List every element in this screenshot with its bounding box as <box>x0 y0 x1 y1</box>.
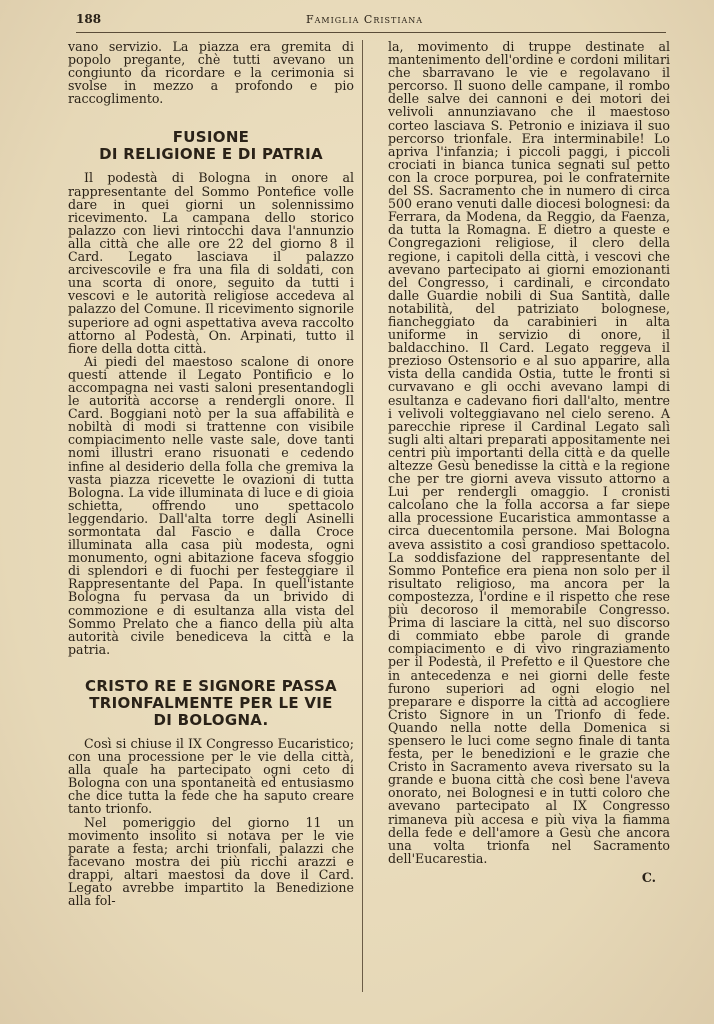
heading-line: TRIONFALMENTE PER LE VIE <box>89 693 333 712</box>
left-column <box>68 40 354 907</box>
paragraph: Nel pomeriggio del giorno 11 un movimento insolito si notava per le vie parate a festa; archi trionfali, palazzi che facevano mostra dei più ricchi arazzi e drappi, altari maestosi da dove il Card. Legato avrebbe impartito la Benedizione alla fol- <box>68 814 354 909</box>
paragraph: Il podestà di Bologna in onore al rappresentante del Sommo Pontefice volle dare in quei giorni un solennissimo ricevimento. La campana dello storico palazzo con lievi rintocchi dava l'annunzio alla città che alle ore 22 del giorno 8 il Card. Legato lasciava il palazzo arcivescovile e fra una fila di soldati, con una scorta di onore, seguito da tutti i vescovi e le autorità religiose accedeva al palazzo del Comune. Il ricevimento signorile superiore ad ogni aspettativa aveva raccolto attorno al Podestà, On. Arpinati, tutto il fiore della dotta città. <box>68 170 354 356</box>
heading-line: DI RELIGIONE E DI PATRIA <box>99 145 323 164</box>
heading-line: FUSIONE <box>172 128 250 147</box>
paragraph: Così si chiuse il IX Congresso Eucaristico; con una processione per le vie della città, alla quale ha partecipato ogni ceto di Bologna con una spontaneità ed entusiasmo che dice tutta la fede che ha saputo creare tanto trionfo. <box>68 735 354 817</box>
paragraph: la, movimento di truppe destinate al mantenimento dell'ordine e cordoni militari che sbarravano le vie e regolavano il percorso. Il suono delle campane, il rombo delle salve dei cannoni e dei motori dei velivoli annunziavano che il maestoso corteo lasciava S. Petronio e iniziava il suo percorso trionfale. Era interminabile! Lo apriva l'infanzia; i piccoli paggi, i piccoli crociati in bianca tunica segnati sul petto con la croce porpurea, poi le confraternite del SS. Sacramento che in numero di circa 500 erano venuti dalle diocesi bolognesi: da Ferrara, da Modena, da Reggio, da Faenza, da tutta la Romagna. E dietro a queste e Congregazioni religiose, il clero della regione, i capitoli della città, i vescovi che avevano partecipato ai giorni emozionanti del Congresso, i cardinali, e circondato dalle Guardie nobili di Sua Santità, dalle notabilità, del patriziato bolognese, fiancheggiato da carabinieri in alta uniforme in servizio di onore, il baldacchino. Il Card. Legato reggeva il prezioso Ostensorio e al suo apparire, alla vista della candida Ostia, tutte le fronti si curvavano e gli occhi avevano lampi di esultanza e cadevano fiori dall'alto, mentre i velivoli volteggiavano nel cielo sereno. A parecchie riprese il Cardinal Legato salì sugli alti altari preparati appositamente nei centri più importanti della città e da quelle altezze Gesù benedisse la città e la regione che per tre giorni aveva vissuto attorno a Lui per rendergli omaggio. I cronisti calcolano che la folla accorsa a far siepe alla processione Eucaristica ammontasse a circa duecentomila persone. Mai Bologna aveva assistito a così grandioso spettacolo. La soddisfazione del rappresentante del Sommo Pontefice era piena non solo per il risultato religioso, ma ancora per la compostezza, l'ordine e il rispetto che rese più decoroso il memorabile Congresso. Prima di lasciare la città, nel suo discorso di commiato ebbe parole di grande compiacimento e di vivo ringraziamento per il Podestà, il Prefetto e il Questore che in antecedenza e nei giorni delle feste furono superiori ad ogni elogio nel preparare e disporre la città ad accogliere Cristo Signore in un Trionfo di fede. Quando nella notte della Domenica si spensero le luci come segno finale di tanta festa, per le benedizioni e le grazie che Cristo in Sacramento aveva riversato su la grande e buona città che così bene l'aveva onorato, nei Bolognesi e in tutti coloro che avevano partecipato al IX Congresso rimaneva più accesa e più viva la fiamma della fede e dell'amore a Gesù che ancora una volta trionfa nel Sacramento dell'Eucarestia. <box>388 39 670 866</box>
paragraph: Ai piedi del maestoso scalone di onore questi attende il Legato Pontificio e lo accompagna nei vasti saloni presentandogli le autorità accorse a rendergli onore. Il Card. Boggiani notò per la sua affabilità e nobiltà di modi si trattenne con visibile compiacimento nelle vaste sale, dove tanti nomi illustri erano risuonati e cedendo infine al desiderio della folla che gremiva la vasta piazza ricevette le ovazioni di tutta Bologna. La vide illuminata di luce e di gioia schietta, offrendo uno spettacolo leggendario. Dall'alta torre degli Asinelli sormontata dal Fascio e dalla Croce illuminata alla casa più modesta, ogni monumento, ogni abitazione faceva sfoggio di splendori e di fuochi per festeggiare il Rappresentante del Papa. In quell'istante Bologna fu pervasa da un brivido di commozione e di esultanza alla vista del Sommo Prelato che a fianco della più alta autorità civile benediceva la città e la patria. <box>68 353 354 657</box>
right-column <box>388 40 670 884</box>
author-signature: C. <box>641 869 656 885</box>
column-divider <box>362 40 363 992</box>
page-header <box>76 10 666 33</box>
heading-line: CRISTO RE E SIGNORE PASSA <box>85 676 337 695</box>
section-heading-fusione <box>68 129 354 163</box>
page-number: 188 <box>76 12 102 26</box>
section-heading-cristo-re <box>68 678 354 729</box>
running-title: Famiglia Cristiana <box>306 13 424 26</box>
heading-line: DI BOLOGNA. <box>153 710 269 729</box>
intro-paragraph: vano servizio. La piazza era gremita di popolo pregante, chè tutti avevano un congiunto da ricordare e la cerimonia si svolse in mezzo a profondo e pio raccoglimento. <box>68 39 354 107</box>
